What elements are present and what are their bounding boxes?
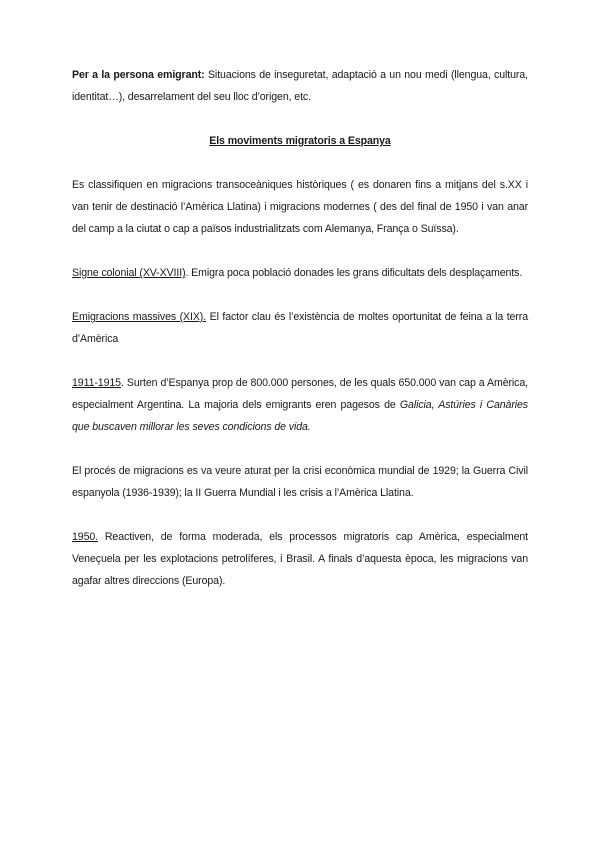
massive-text: El factor clau és l’existència de moltes oportunitat de feina a la terra d’Amèrica [72,311,528,345]
colonial-text: . Emigra poca població donades les grans dificultats dels desplaçaments. [185,267,523,279]
intro-text: Situacions de inseguretat, adaptació a un nou medi (llengua, cultura, identitat…), desarrelament del seu lloc d’origen, etc. [72,69,528,103]
stopped-paragraph: El procés de migracions es va veure aturat per la crisi econòmica mundial de 1929; la Guerra Civil espanyola (1936-1939); la II Guerra Mundial i les crisis a l’Amèrica Llatina. [72,465,528,499]
colonial-paragraph [72,262,528,284]
massive-label: Emigracions massives (XIX). [72,311,207,323]
intro-label: Per a la persona emigrant: [72,69,205,81]
period-1911-paragraph [72,372,528,438]
period-1950-label: 1950. [72,531,99,543]
period-1911-label: 1911-1915 [72,377,121,389]
period-1950-text: Reactiven, de forma moderada, els processos migratoris cap Amèrica, especialment Veneçuela per les explotacions petrolíferes, i Brasil. A finals d’aquesta època, les migracions van agafar altres direccions (Europa). [72,531,528,587]
section-heading: Els moviments migratoris a Espanya [209,135,391,147]
period-1911-italic: Galicia, Astúries i Canàries que buscaven millorar les seves condicions de vida. [72,399,528,433]
classification-paragraph: Es classifiquen en migracions transoceàniques històriques ( es donaren fins a mitjans del s.XX i van tenir de destinació l’Amèrica Llatina) i migracions modernes ( des del final de 1950 i van anar del camp a la ciutat o cap a països industrialitzats com Alemanya, França o Suïssa). [72,179,528,235]
period-1950-paragraph [72,526,528,592]
colonial-label: Signe colonial (XV-XVIII) [72,267,186,279]
intro-paragraph [72,64,528,108]
document-page [72,64,528,592]
period-1911-text: . Surten d’Espanya prop de 800.000 persones, de les quals 650.000 van cap a Amèrica, especialment Argentina. La majoria dels emigrants eren pagesos de [72,377,528,411]
massive-paragraph [72,306,528,350]
